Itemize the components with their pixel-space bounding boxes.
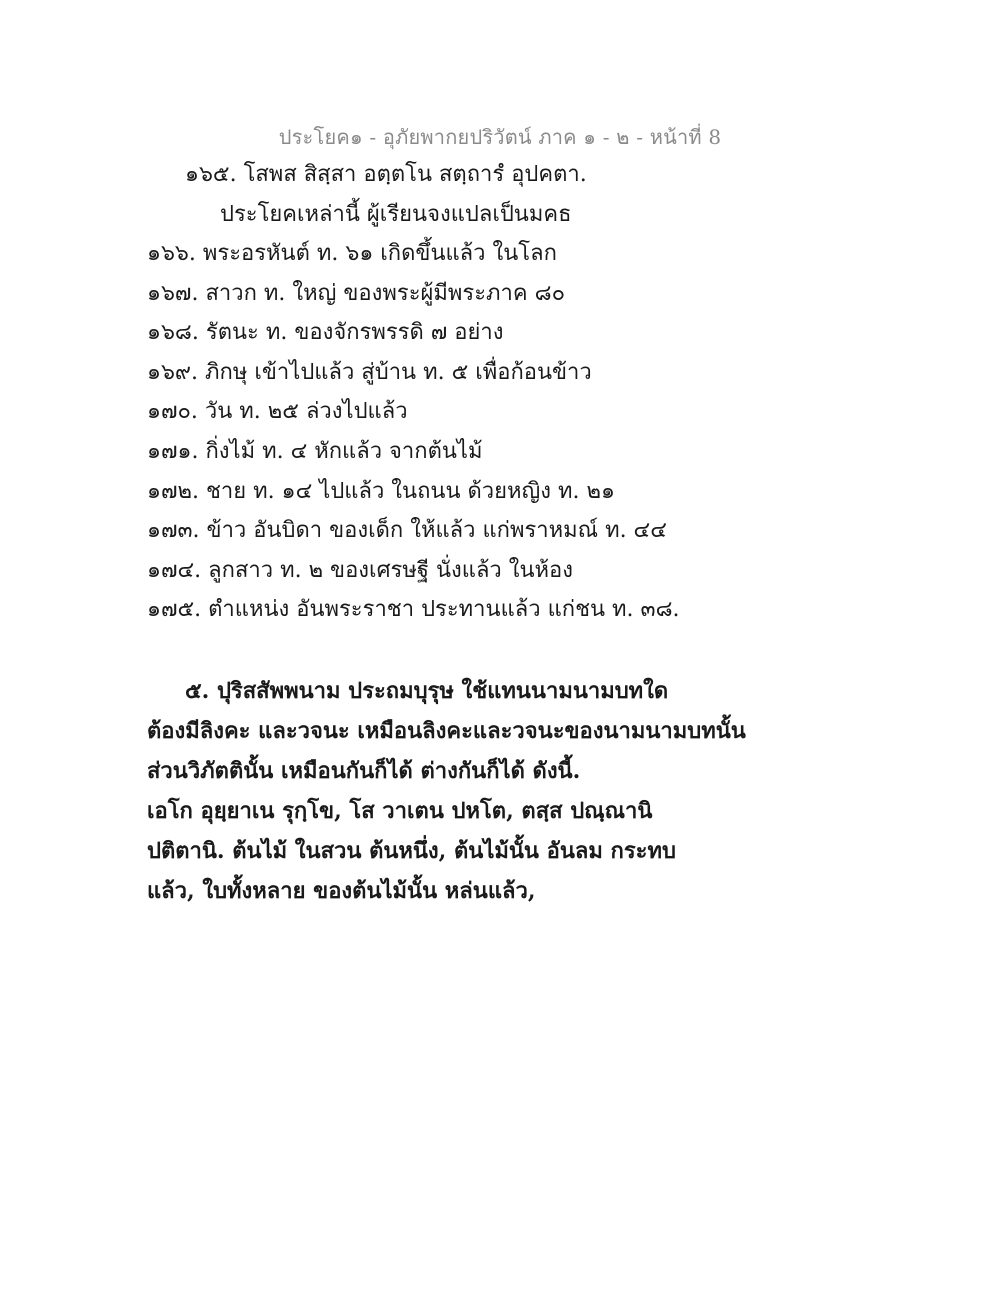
translation-instruction: ประโยคเหล่านี้ ผู้เรียนจงแปลเป็นมคธ bbox=[220, 202, 572, 227]
section-5-text-line: ส่วนวิภัตตินั้น เหมือนกันก็ได้ ต่างกันก็ได้ ดังนี้. bbox=[147, 758, 581, 784]
section-5-example-line: แล้ว, ใบทั้งหลาย ของต้นไม้นั้น หล่นแล้ว, bbox=[147, 878, 536, 904]
exercise-item: ๑๖๗. สาวก ท. ใหญ่ ของพระผู้มีพระภาค ๘๐ bbox=[147, 281, 565, 306]
exercise-item: ๑๖๖. พระอรหันต์ ท. ๖๑ เกิดขึ้นแล้ว ในโลก bbox=[147, 241, 557, 266]
exercise-item: ๑๖๙. ภิกษุ เข้าไปแล้ว สู่บ้าน ท. ๕ เพื่อก้อนข้าว bbox=[147, 360, 592, 385]
exercise-item-165: ๑๖๕. โสพส สิสฺสา อตฺตโน สตฺถารํ อุปคตา. bbox=[185, 162, 587, 187]
section-5-heading: ๕. ปุริสสัพพนาม ประถมบุรุษ ใช้แทนนามนามบทใด bbox=[185, 678, 669, 704]
exercise-item: ๑๗๑. กิ่งไม้ ท. ๔ หักแล้ว จากต้นไม้ bbox=[147, 439, 483, 464]
exercise-item: ๑๗๒. ชาย ท. ๑๔ ไปแล้ว ในถนน ด้วยหญิง ท. ๒๑ bbox=[147, 479, 615, 504]
exercise-item: ๑๗๕. ตำแหน่ง อันพระราชา ประทานแล้ว แก่ชน ท. ๓๘. bbox=[147, 597, 680, 622]
section-5-text-line: ต้องมีลิงคะ และวจนะ เหมือนลิงคะและวจนะของนามนามบทนั้น bbox=[147, 718, 746, 744]
section-5-example-line: ปติตานิ. ต้นไม้ ในสวน ต้นหนึ่ง, ต้นไม้นั้น อันลม กระทบ bbox=[147, 838, 676, 864]
exercise-item: ๑๖๘. รัตนะ ท. ของจักรพรรดิ ๗ อย่าง bbox=[147, 320, 504, 345]
page-header-text: ประโยค๑ - อุภัยพากยปริวัตน์ ภาค ๑ - ๒ - หน้าที่ 8 bbox=[278, 125, 722, 149]
section-5-example-line: เอโก อุยฺยาเน รุกฺโข, โส วาเตน ปหโต, ตสฺส ปณฺณานิ bbox=[147, 798, 653, 824]
exercise-item: ๑๗๐. วัน ท. ๒๕ ล่วงไปแล้ว bbox=[147, 399, 408, 424]
exercise-item: ๑๗๔. ลูกสาว ท. ๒ ของเศรษฐี นั่งแล้ว ในห้อง bbox=[147, 558, 574, 583]
page-header bbox=[0, 121, 1000, 153]
exercise-item: ๑๗๓. ข้าว อันบิดา ของเด็ก ให้แล้ว แก่พราหมณ์ ท. ๔๔ bbox=[147, 518, 667, 543]
